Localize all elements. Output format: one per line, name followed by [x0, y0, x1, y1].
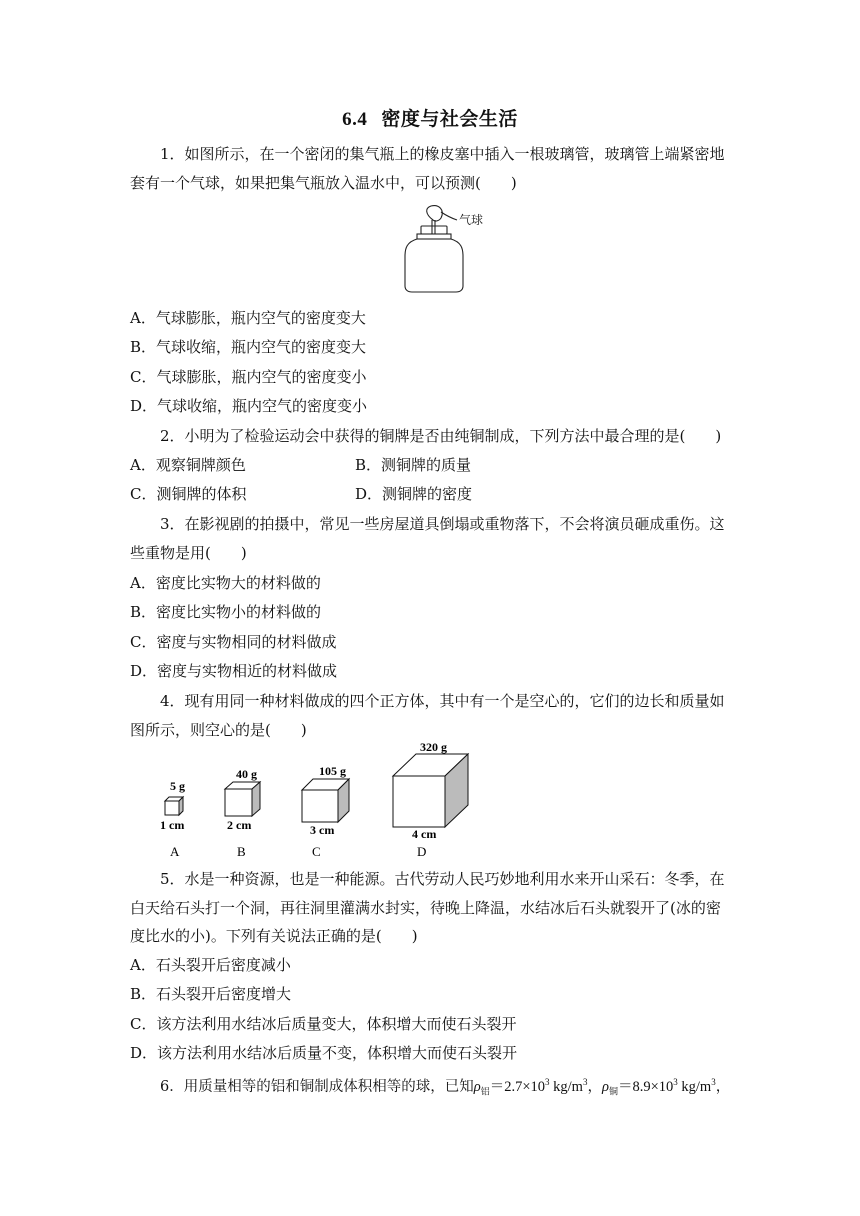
cubes-figure [150, 740, 490, 865]
cube-a-edge: 1 cm [160, 818, 185, 832]
q1-option-b: B．气球收缩，瓶内空气的密度变大 [130, 338, 367, 356]
q1-option-a: A．气球膨胀，瓶内空气的密度变大 [130, 309, 366, 327]
cube-a-letter: A [170, 844, 180, 859]
section-number: 6.4 [342, 109, 368, 130]
q5-stem-line3: 度比水的小)。下列有关说法正确的是( ) [130, 927, 418, 945]
separator: ， [587, 1078, 602, 1095]
q2-option-c: C．测铜牌的体积 [130, 485, 247, 503]
cube-b-letter: B [237, 844, 246, 859]
cube-c-letter: C [312, 844, 321, 859]
rho-symbol-copper: ρ [601, 1078, 609, 1095]
exponent-aluminum: 3 [545, 1077, 550, 1087]
cube-b-mass: 40 g [236, 767, 257, 781]
q4-stem-line1: 4．现有用同一种材料做成的四个正方体，其中有一个是空心的，它们的边长和质量如 [160, 692, 725, 710]
subscript-aluminum: 铝 [480, 1087, 490, 1098]
q1-option-c: C．气球膨胀，瓶内空气的密度变小 [130, 368, 367, 386]
q1-stem-line1: 1．如图所示，在一个密闭的集气瓶上的橡皮塞中插入一根玻璃管，玻璃管上端紧密地 [160, 145, 725, 163]
cube-d-mass: 320 g [420, 740, 447, 754]
q6-end: ， [715, 1078, 731, 1095]
gas-bottle-figure [395, 200, 505, 296]
q5-stem-line1: 5．水是一种资源，也是一种能源。古代劳动人民巧妙地利用水来开山采石：冬季，在 [160, 870, 725, 888]
q5-option-d: D．该方法利用水结冰后质量不变，体积增大而使石头裂开 [130, 1044, 518, 1062]
q3-option-a: A．密度比实物大的材料做的 [130, 574, 321, 592]
q3-stem-line1: 3．在影视剧的拍摄中，常见一些房屋道具倒塌或重物落下，不会将演员砸成重伤。这 [160, 515, 725, 533]
q3-stem-line2: 些重物是用( ) [130, 544, 247, 562]
balloon-label: 气球 [459, 213, 484, 227]
q5-option-c: C．该方法利用水结冰后质量变大，体积增大而使石头裂开 [130, 1015, 517, 1033]
q2-option-d: D．测铜牌的密度 [355, 485, 473, 503]
cube-a [165, 797, 183, 815]
q3-option-c: C．密度与实物相同的材料做成 [130, 633, 337, 651]
cube-c-edge: 3 cm [310, 823, 335, 837]
q4-stem-line2: 图所示，则空心的是( ) [130, 721, 307, 739]
rho-aluminum-value: ＝2.7×10 [489, 1078, 546, 1095]
q1-option-d: D．气球收缩，瓶内空气的密度变小 [130, 397, 368, 415]
q5-option-b: B．石头裂开后密度增大 [130, 985, 292, 1003]
q2-stem-line1: 2．小明为了检验运动会中获得的铜牌是否由纯铜制成，下列方法中最合理的是( ) [160, 427, 722, 445]
subscript-copper: 铜 [608, 1087, 618, 1098]
cube-c-mass: 105 g [319, 764, 346, 778]
cube-d [393, 754, 468, 827]
q5-stem-line2: 白天给石头打一个洞，再往洞里灌满水封实，待晚上降温，水结冰后石头就裂开了(冰的密 [130, 899, 721, 917]
rho-symbol: ρ [473, 1078, 481, 1095]
q2-option-a: A．观察铜牌颜色 [130, 456, 246, 474]
cube-d-edge: 4 cm [412, 827, 437, 841]
cube-d-letter: D [417, 844, 427, 859]
q3-option-b: B．密度比实物小的材料做的 [130, 603, 322, 621]
cube-b [225, 782, 260, 816]
unit-copper: kg/m [677, 1078, 712, 1095]
cube-b-edge: 2 cm [227, 818, 252, 832]
q5-option-a: A．石头裂开后密度减小 [130, 956, 291, 974]
q1-stem-line2: 套有一个气球，如果把集气瓶放入温水中，可以预测( ) [130, 174, 517, 192]
q6-prefix: 6．用质量相等的铝和铜制成体积相等的球，已知 [160, 1078, 474, 1095]
exponent-copper: 3 [673, 1077, 678, 1087]
cube-a-mass: 5 g [170, 779, 185, 793]
cube-c [302, 779, 349, 822]
q6-stem-line1 [160, 1072, 730, 1103]
q3-option-d: D．密度与实物相近的材料做成 [130, 662, 338, 680]
section-title: 密度与社会生活 [381, 108, 518, 130]
rho-copper-value: ＝8.9×10 [617, 1078, 674, 1095]
unit-exponent-copper: 3 [711, 1077, 716, 1087]
page-title [0, 104, 860, 131]
unit-aluminum: kg/m [549, 1078, 583, 1095]
unit-exponent-aluminum: 3 [582, 1077, 588, 1087]
q2-option-b: B．测铜牌的质量 [355, 456, 472, 474]
